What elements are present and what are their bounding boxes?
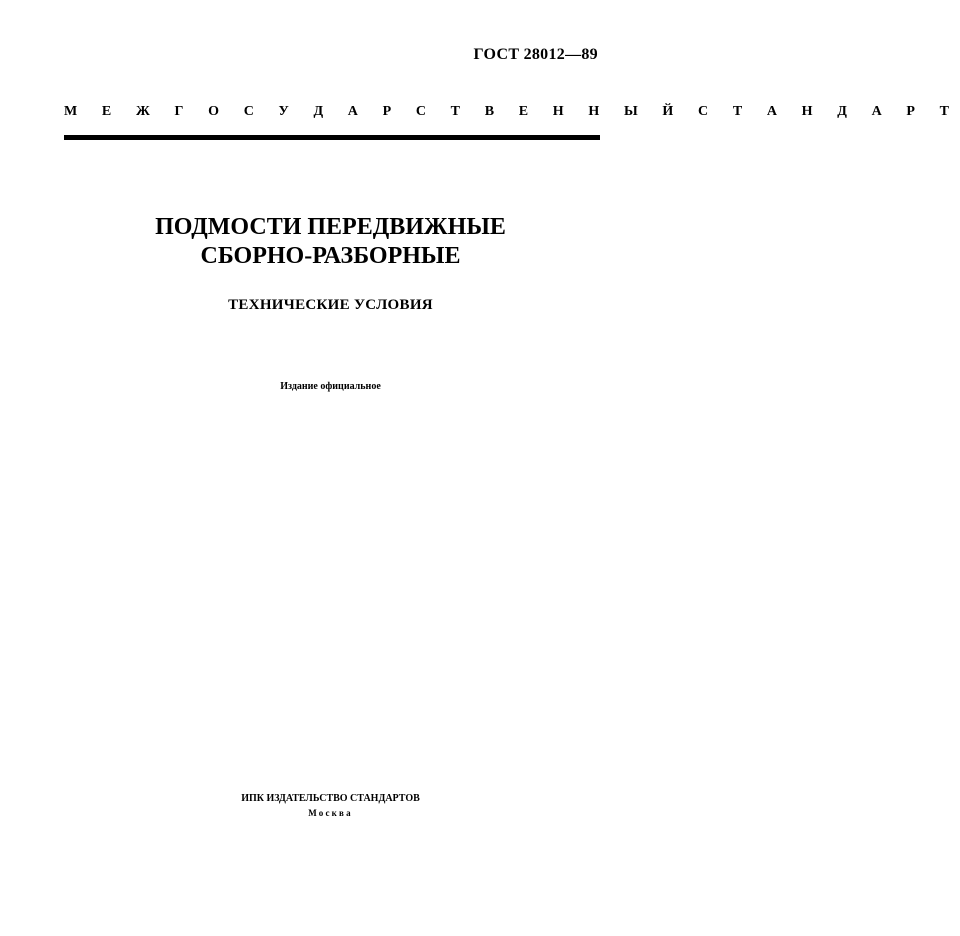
publisher-city: Москва <box>308 808 353 818</box>
standard-code: ГОСТ 28012—89 <box>473 46 598 63</box>
title-line-2: СБОРНО-РАЗБОРНЫЕ <box>200 243 461 269</box>
document-title <box>0 213 661 271</box>
edition-note: Издание официальное <box>280 381 381 392</box>
title-line-1: ПОДМОСТИ ПЕРЕДВИЖНЫЕ <box>155 214 506 240</box>
standard-type-heading: М Е Ж Г О С У Д А Р С Т В Е Н Н Ы Й С Т А Н Д А Р Т <box>64 104 960 119</box>
publisher-name: ИПК ИЗДАТЕЛЬСТВО СТАНДАРТОВ <box>241 793 420 804</box>
heading-rule <box>64 135 600 140</box>
document-subtitle: ТЕХНИЧЕСКИЕ УСЛОВИЯ <box>228 297 433 313</box>
